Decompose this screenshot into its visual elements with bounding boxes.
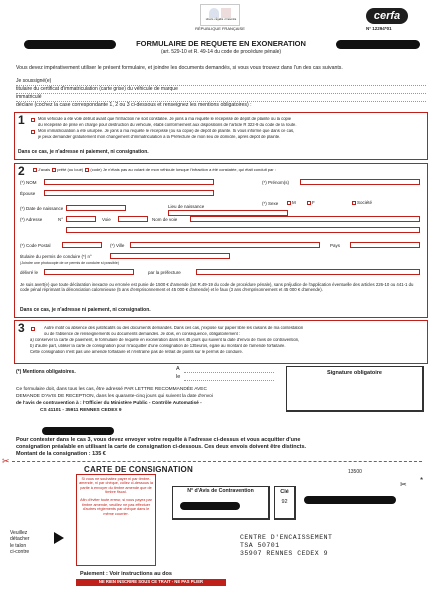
signature-le-field[interactable]: [184, 374, 274, 381]
contest-line1: Pour contester dans le cas 3, vous devez envoyer votre requête à l'adresse ci-dessus et vous acquitter d'une: [16, 437, 301, 443]
undersigned-field[interactable]: [16, 79, 426, 86]
pays-label: Pays: [330, 243, 341, 248]
case-3-line5: Cette consignation n'est pas une amende forfaitaire et n'entraîne pas de retrait de points sur le permis de conduire.: [30, 350, 243, 354]
lieu-naissance-label: Lieu de naissance: [168, 204, 205, 209]
signature-a-label: A: [176, 366, 180, 372]
case-2-box: [14, 163, 428, 318]
adresse-label: (*) Adresse: [20, 217, 43, 222]
naissance-label: (*) Date de naissance: [20, 206, 64, 211]
adresse-voie-label: Voie: [102, 217, 111, 222]
stub-title: CARTE DE CONSIGNATION: [84, 465, 193, 474]
case-3-line3: a) conserver la carte de paiement, le formulaire de requête en exonération dans les 45 jours qui suivent la date d'envoi de l'avis de contravention,: [30, 338, 300, 342]
intro-lead: Vous devez impérativement utiliser le présent formulaire, et joindre les documents demandés, si vous vous trouvez dans l'un des cas suivants.: [16, 65, 343, 71]
header-republic: RÉPUBLIQUE FRANÇAISE: [195, 26, 245, 31]
code-postal-label: (*) Code Postal: [20, 243, 51, 248]
ville-label: (*) Ville: [110, 243, 125, 248]
delivre-label: délivré le: [20, 270, 39, 275]
stub-note-2: Afin d'éviter toute erreur, si vous payez par timbre amende, veuillez ne pas effectuer d'autres règlements par chèque dans le même courrier.: [80, 498, 152, 516]
delivre-input[interactable]: [44, 269, 134, 275]
scissors-icon-left: ✂: [2, 456, 10, 466]
detach-line-3: le talon: [10, 542, 27, 549]
case-2-intro: Je n'étais pas au volant de mon véhicule lorsque l'infraction a été constatée, qui était conduit par :: [102, 168, 276, 173]
case-2-option-1: J'avais: [38, 168, 51, 173]
redacted-middle: [42, 427, 114, 435]
case-1-stolen-checkbox[interactable]: [31, 118, 35, 122]
joindre-note: (Joindre une photocopie de ce permis de conduire si possible): [20, 261, 119, 265]
adresse-nom-voie-label: Nom de voie: [152, 217, 178, 222]
prenoms-input[interactable]: [300, 179, 420, 185]
sexe-f-checkbox[interactable]: [307, 201, 311, 205]
adresse-nom-voie-input[interactable]: [190, 216, 420, 222]
stub-code: 13500: [348, 469, 362, 475]
signature-box[interactable]: [286, 366, 424, 412]
case-2-footer: Dans ce cas, je n'adresse ni paiement, ni consignation.: [20, 307, 151, 313]
sexe-f-label: F: [312, 200, 315, 205]
detach-line-4: ci-contre: [10, 548, 30, 555]
naissance-input[interactable]: [66, 205, 126, 211]
marianne-logo: [200, 4, 240, 26]
cle-label: Clé: [280, 489, 289, 495]
case-1-footer: Dans ce cas, je n'adresse ni paiement, ni consignation.: [18, 149, 149, 155]
prenoms-label: (*) Prénom(s): [262, 180, 290, 185]
permis-label: titulaire du permis de conduire (*) n°: [20, 254, 92, 259]
scissors-icon-right: ✂: [400, 480, 407, 489]
adresse-n-label: N°: [58, 217, 64, 222]
case-2-warning: Je suis avert(e) que toute déclaration inexacte ou erronée est punie de 1500 € d'amende (art R.49-19 du code de procédure pénale), sans préjudice de l'application éventuelle des articles 226-10 ou 441-1 du code pénal réprimant la dénonciation calomnieuse (5 ans d'emprisonnement et 45 000 € d'amende) et le faux (3 ans d'emprisonnement et 45 000 € d'amende).: [20, 282, 414, 292]
case-1-number: 1: [18, 113, 25, 127]
sexe-label: (*) Sexe: [262, 201, 279, 206]
case-1-line1: Mon véhicule a été volé détruit avant que l'infraction ne soit constatée. Je joins à ma requête le récépissé de dépôt de plainte ou la copie: [38, 117, 292, 121]
form-subtitle: (art. 529-10 et R. 49-14 du code de procédure pénale): [160, 49, 282, 55]
case-3-checkbox[interactable]: [31, 327, 35, 331]
epouse-label: Épouse: [20, 191, 36, 196]
redacted-avis-number: [180, 502, 240, 510]
redacted-top-left: [24, 40, 116, 49]
stub-address-3: 35907 RENNES CEDEX 9: [240, 550, 329, 557]
societe-checkbox[interactable]: [352, 201, 356, 205]
case-2-option-2: prêté (ou loué): [57, 168, 84, 173]
mailing-line1: Ce formulaire doit, dans tous les cas, être adressé PAR LETTRE RECOMMANDÉE AVEC: [16, 387, 207, 392]
adresse-extra-input[interactable]: [66, 227, 420, 233]
nom-label: (*) NOM: [20, 180, 37, 185]
cerfa-logo: cerfa: [366, 8, 408, 24]
sexe-m-label: M: [292, 200, 296, 205]
nom-input[interactable]: [44, 179, 214, 185]
arrow-right-icon: [54, 532, 64, 544]
sexe-options: [286, 200, 372, 205]
case-3-line1: Autre motif ou absence des justificatifs ou des documents demandés. Dans ces cas, j'expose sur papier libre les raisons de ma contestation: [44, 326, 304, 330]
epouse-input[interactable]: [44, 190, 214, 196]
declare-text: déclare (cochez la case correspondante 1, 2 ou 3 ci-dessous et renseignez les mentions obligatoires) :: [16, 102, 252, 108]
star-marker: *: [420, 476, 424, 485]
sexe-m-checkbox[interactable]: [287, 201, 291, 205]
mentions-label: (*) Mentions obligatoires.: [16, 369, 76, 375]
detach-line-2: détacher: [10, 536, 30, 543]
stub-note-1: Si vous ne souhaitez payer ni par timbre-amende, ni par chèque, collez ci-dessous la partie à envoyer du timbre amende que de timbre fiscal.: [79, 477, 153, 495]
detach-line-1: Veuillez: [10, 530, 28, 536]
holder-label: titulaire du certificat d'immatriculation (carte grise) du véhicule de marque: [16, 86, 178, 92]
cut-line: [12, 461, 422, 462]
stub-address-2: TSA 50701: [240, 542, 280, 549]
case-2-number: 2: [18, 164, 25, 178]
contest-line2: consignation préalable en utilisant la carte de consignation ci-dessous. Ces deux envois doivent être distincts.: [16, 444, 307, 450]
prefecture-input[interactable]: [196, 269, 420, 275]
holder-field[interactable]: [16, 87, 426, 94]
pays-input[interactable]: [350, 242, 420, 248]
ville-input[interactable]: [130, 242, 320, 248]
mailing-line2: DEMANDE D'AVIS DE RECEPTION, dans les quarante-cinq jours qui suivent la date d'envoi: [16, 394, 213, 399]
case-3-line2: ou de l'absence de renseignements ou documents demandés. Je dois, en conséquence, obligatoirement :: [44, 332, 241, 336]
case-1-usurped-checkbox[interactable]: [31, 130, 35, 134]
contest-amount: Montant de la consignation : 135 €: [16, 451, 106, 457]
signature-le-label: le: [176, 374, 181, 380]
case-2-option-checkbox-1[interactable]: [33, 168, 37, 172]
case-3-number: 3: [18, 321, 25, 335]
header-motto: Liberté • Égalité • Fraternité: [205, 18, 237, 21]
code-postal-input[interactable]: [62, 242, 102, 248]
adresse-n-input[interactable]: [66, 216, 96, 222]
redacted-barcode: [304, 496, 396, 504]
case-1-line3: Mon immatriculation a été usurpée. Je joins à ma requête le récépissé (ou sa copie) de dépôt de plainte. Si vous informé que dans ce cas,: [38, 129, 295, 133]
stub-payment: Paiement : Voir instructions au dos: [80, 571, 172, 577]
adresse-voie-input[interactable]: [118, 216, 148, 222]
stub-banner: NE RIEN INSCRIRE SOUS CE TRAIT - NE PAS PLIER: [76, 579, 226, 586]
cle-value: 92: [281, 499, 288, 506]
mailing-line4: CS 41101 - 35911 RENNES CEDEX 9: [40, 408, 122, 413]
registered-label: immatriculé: [16, 94, 42, 100]
form-title: FORMULAIRE DE REQUETE EN EXONERATION: [136, 39, 306, 48]
prefecture-label: par la préfecture: [148, 270, 181, 275]
case-1-line2: du récépissé de prise en charge pour destruction du véhicule, établi conformément aux dispositions de l'article R 322-9 du code de la route.: [38, 123, 297, 127]
case-2-option-3: (code): [90, 168, 102, 173]
cle-box: [274, 486, 296, 520]
stub-notes: [76, 474, 156, 566]
detach-instruction: [10, 530, 29, 555]
signature-label: Signature obligatoire: [326, 370, 382, 376]
societe-label: Société: [357, 200, 373, 205]
registered-field[interactable]: [16, 95, 426, 102]
case-1-line4: je peux demander gratuitement mon changement d'immatriculation à la Préfecture de mon lieu de domicile, après dépôt de plainte.: [38, 135, 281, 139]
signature-a-field[interactable]: [184, 366, 274, 373]
cerfa-number: N° 12294*01: [366, 26, 392, 31]
avis-label: N° d'Avis de Contravention: [187, 488, 254, 494]
case-2-options: [32, 168, 424, 173]
case-2-option-checkbox-3[interactable]: [85, 168, 89, 172]
redacted-top-right: [336, 40, 420, 49]
undersigned-label: Je soussigné(e): [16, 78, 52, 84]
case-3-line4: b) d'autre part, utiliser la carte de consignation pour m'acquitter d'une consignation de 135euros, égale au montant de l'amende forfaitaire.: [30, 344, 286, 348]
mailing-line3: de l'avis de contravention à : l'Officier du Ministère Public - Contrôle Automatisé -: [16, 401, 202, 406]
permis-input[interactable]: [110, 253, 230, 259]
case-2-option-checkbox-2[interactable]: [52, 168, 56, 172]
stub-address-1: CENTRE D'ENCAISSEMENT: [240, 534, 333, 541]
